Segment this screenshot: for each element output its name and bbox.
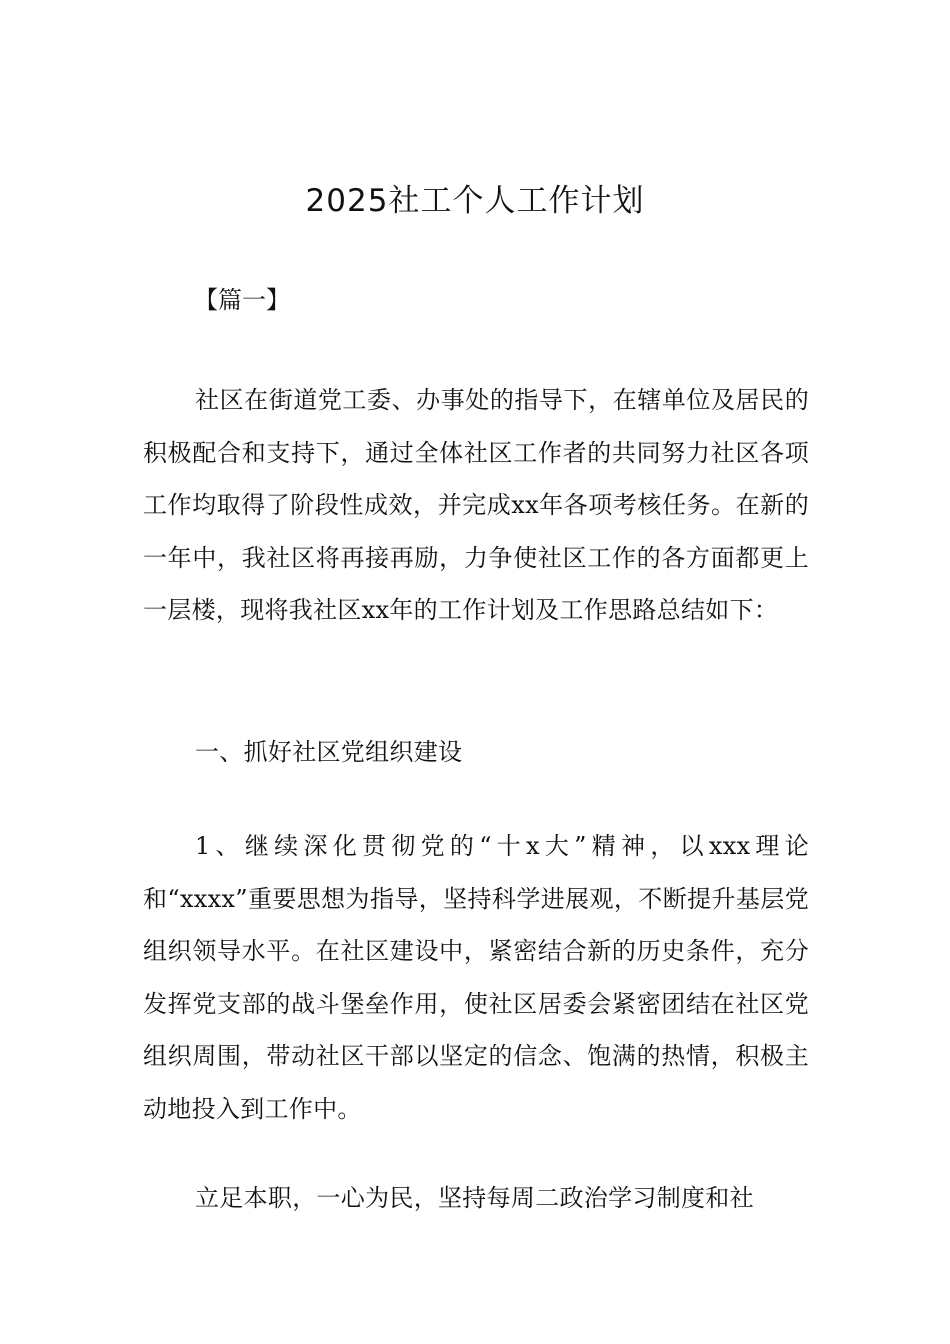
paragraph-continuation: 立足本职，一心为民，坚持每周二政治学习制度和社 <box>195 1184 754 1212</box>
paragraph-item-1: 1、继续深化贯彻党的“十x大”精神，以xxx理论和“xxxx”重要思想为指导，坚持科学进展观，不断提升基层党组织领导水平。在社区建设中，紧密结合新的历史条件，充分发挥党支部的战斗堡垒作用，使社区居委会紧密团结在社区党组织周围，带动社区干部以坚定的信念、饱满的热情，积极主动地投入到工作中。 <box>143 832 809 1123</box>
heading-party-building: 一、抓好社区党组织建设 <box>195 738 463 766</box>
paragraph-intro: 社区在街道党工委、办事处的指导下，在辖单位及居民的积极配合和支持下，通过全体社区工作者的共同努力社区各项工作均取得了阶段性成效，并完成xx年各项考核任务。在新的一年中，我社区将再接再励，力争使社区工作的各方面都更上一层楼，现将我社区xx年的工作计划及工作思路总结如下： <box>143 386 809 625</box>
document-title: 2025社工个人工作计划 <box>305 183 645 219</box>
section-label: 【篇一】 <box>194 286 290 314</box>
